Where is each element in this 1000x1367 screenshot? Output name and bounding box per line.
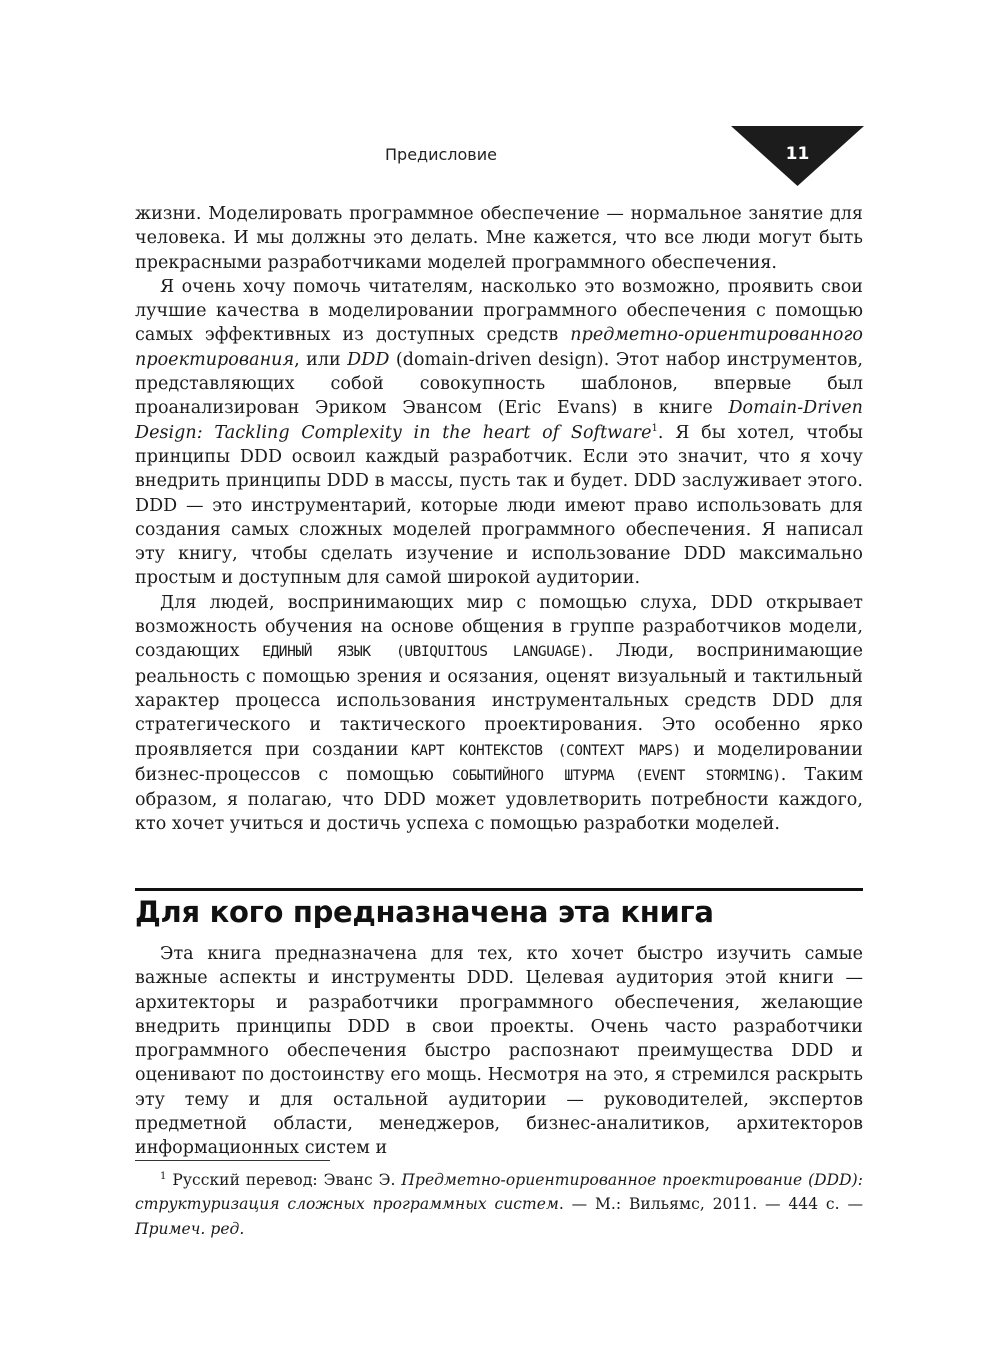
page-number: 11	[785, 144, 810, 164]
footnote-book-title: Предметно-ориентированное проектирование (DDD): структуризация сложных программных систем	[135, 1171, 863, 1214]
section-rule	[135, 888, 863, 891]
footnote-reference: 1	[651, 422, 658, 434]
paragraph-continuation: жизни. Моделировать программное обеспечение — нормальное занятие для человека. И мы должны это делать. Мне кажется, что все люди могут быть прекрасными разработчиками моделей программного обеспечения.	[135, 204, 863, 273]
term-ubiquitous-language: ЕДИНЫЙ ЯЗЫК (UBIQUITOUS LANGUAGE)	[262, 644, 588, 661]
audience-section	[135, 942, 863, 1161]
preface-section	[135, 202, 863, 837]
running-head: Предисловие	[385, 145, 497, 164]
footnote	[135, 1168, 863, 1241]
term-context-maps: КАРТ КОНТЕКСТОВ (CONTEXT MAPS)	[410, 742, 681, 759]
paragraph-audience: Эта книга предназначена для тех, кто хочет быстро изучить самые важные аспекты и инструменты DDD. Целевая аудитория этой книги — архитекторы и разработчики программного обеспечения, желающие внедрить принципы DDD в свои проекты. Очень часто разработчики программного обеспечения быстро распознают преимущества DDD и оценивают по достоинству его мощь. Несмотря на это, я стремился раскрыть эту тему и для остальной аудитории — руководителей, экспертов предметной области, менеджеров, бизнес-аналитиков, архитекторов информационных систем и	[135, 944, 863, 1159]
ddd-abbr-italic: DDD	[347, 349, 390, 370]
book-title-italic: Domain-Driven Design: Tackling Complexity in the heart of Software	[135, 398, 863, 443]
footnote-mark: 1	[160, 1170, 167, 1182]
paragraph-ddd-intro: Я очень хочу помочь читателям, насколько это возможно, проявить свои лучшие качества в моделировании программного обеспечения с помощью самых эффективных из доступных средств предметно-ориентированного проектирования, или DDD (domain-driven design). Этот набор инструментов, представляющих собой совокупность шаблонов, впервые был проанализирован Эриком Эвансом (Eric Evans) в книге Domain-Driven Design: Tackling Complexity in the heart of Software$^1$. Я бы хотел, чтобы принципы DDD освоил каждый разработчик. Если это значит, что я хочу внедрить принципы DDD в массы, пусть так и будет. DDD заслуживает этого. DDD — это инструментарий, которые люди имеют право использовать для создания самых сложных моделей программного обеспечения. Я написал эту книгу, чтобы сделать изучение и использование DDD максимально простым и доступным для самой широкой аудитории.	[135, 276, 863, 589]
ddd-term-italic: предметно-ориентированного проектирования	[135, 325, 863, 370]
footnote-rule	[135, 1160, 330, 1161]
term-event-storming: СОБЫТИЙНОГО ШТУРМА (EVENT STORMING)	[451, 767, 781, 784]
footnote-editor-note: Примеч. ред.	[135, 1219, 245, 1238]
footnote-text: $^1$ Русский перевод: Эванс Э. Предметно-ориентированное проектирование (DDD): структуризация сложных программных систем. — М.: Вильямс, 2011. — 444 с. — Примеч. ред.	[135, 1170, 863, 1238]
paragraph-learning-styles: Для людей, воспринимающих мир с помощью слуха, DDD открывает возможность обучения на основе общения в группе разработчиков модели, создающих ЕДИНЫЙ ЯЗЫК (UBIQUITOUS LANGUAGE). Люди, воспринимающие реальность с помощью зрения и осязания, оценят визуальный и тактильный характер процесса использования инструментальных средств DDD для стратегического и тактического проектирования. Это особенно ярко проявляется при создании КАРТ КОНТЕКСТОВ (CONTEXT MAPS) и моделировании бизнес-процессов с помощью СОБЫТИЙНОГО ШТУРМА (EVENT STORMING). Таким образом, я полагаю, что DDD может удовлетворить потребности каждого, кто хочет учиться и достичь успеха с помощью разработки моделей.	[135, 592, 863, 835]
section-heading: Для кого предназначена эта книга	[135, 895, 714, 929]
